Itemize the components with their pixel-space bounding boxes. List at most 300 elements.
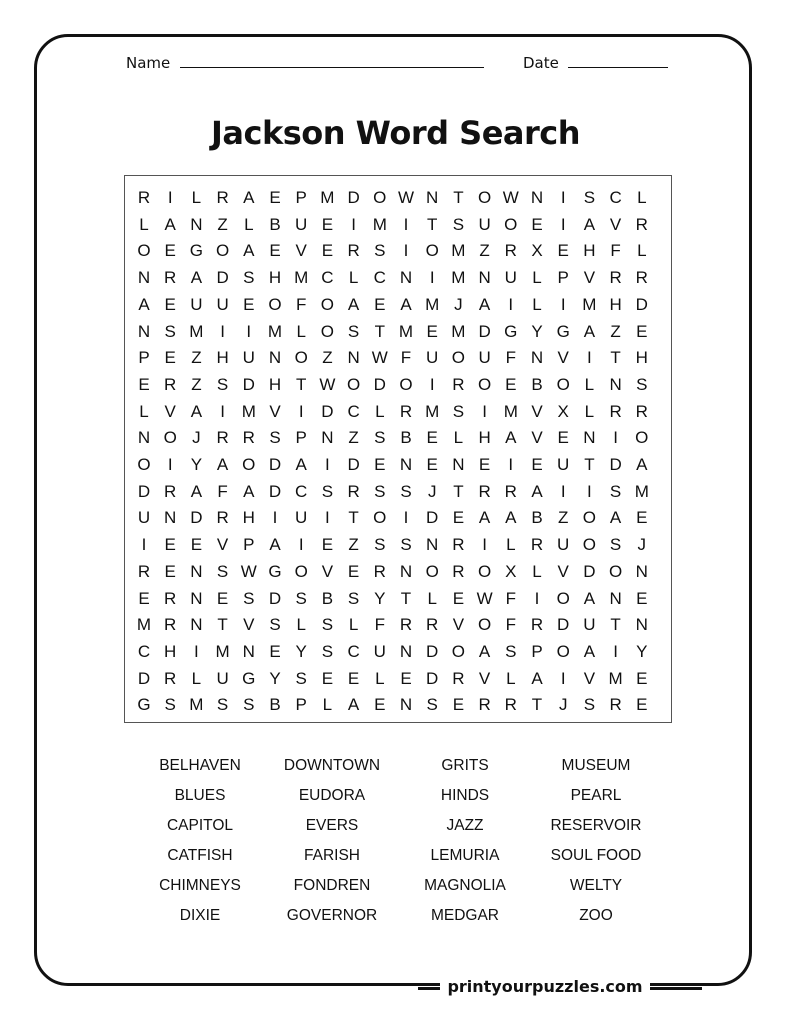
grid-letter[interactable]: P <box>243 535 255 555</box>
grid-letter[interactable]: O <box>608 561 623 581</box>
grid-letter[interactable]: F <box>295 294 307 314</box>
grid-letter[interactable]: T <box>295 374 307 394</box>
grid-letter[interactable]: B <box>400 428 412 448</box>
grid-letter[interactable]: I <box>403 214 409 234</box>
grid-letter[interactable]: M <box>267 321 283 341</box>
grid-letter[interactable]: V <box>557 561 569 581</box>
grid-letter[interactable]: Z <box>610 321 621 341</box>
grid-letter[interactable]: D <box>478 321 491 341</box>
grid-letter[interactable]: I <box>167 188 173 207</box>
grid-letter[interactable]: Y <box>636 641 648 661</box>
grid-letter[interactable]: R <box>347 241 360 261</box>
grid-letter[interactable]: N <box>190 588 203 608</box>
grid-letter[interactable]: J <box>427 481 437 501</box>
grid-letter[interactable]: O <box>137 455 151 474</box>
grid-letter[interactable]: N <box>190 615 203 635</box>
grid-letter[interactable]: H <box>478 428 491 448</box>
grid-letter[interactable]: E <box>374 294 386 314</box>
grid-letter[interactable]: C <box>321 268 334 288</box>
grid-letter[interactable]: D <box>426 668 439 688</box>
grid-letter[interactable]: L <box>532 561 542 581</box>
grid-letter[interactable]: R <box>164 668 177 688</box>
grid-letter[interactable]: O <box>425 561 439 581</box>
grid-letter[interactable]: L <box>637 188 647 207</box>
grid-letter[interactable]: O <box>556 641 570 661</box>
grid-letter[interactable]: T <box>400 588 412 608</box>
grid-letter[interactable]: N <box>137 268 151 288</box>
grid-letter[interactable]: I <box>246 321 252 341</box>
grid-letter[interactable]: W <box>476 588 493 608</box>
grid-letter[interactable]: A <box>478 294 491 314</box>
grid-letter[interactable]: A <box>505 428 517 448</box>
grid-letter[interactable]: S <box>347 321 360 341</box>
grid-letter[interactable]: R <box>216 508 229 528</box>
grid-letter[interactable]: A <box>347 294 360 314</box>
grid-letter[interactable]: D <box>635 294 648 314</box>
grid-letter[interactable]: O <box>582 535 596 555</box>
grid-letter[interactable]: D <box>190 508 203 528</box>
grid-letter[interactable]: N <box>452 455 465 474</box>
grid-letter[interactable]: E <box>557 241 569 261</box>
grid-letter[interactable]: U <box>190 294 203 314</box>
grid-letter[interactable]: L <box>191 188 202 207</box>
grid-letter[interactable]: N <box>399 695 413 715</box>
date-field[interactable] <box>568 67 668 68</box>
grid-letter[interactable]: L <box>375 401 385 421</box>
grid-letter[interactable]: O <box>320 294 334 314</box>
grid-letter[interactable]: I <box>482 401 487 421</box>
grid-letter[interactable]: W <box>371 348 388 368</box>
grid-letter[interactable]: S <box>374 535 386 555</box>
grid-letter[interactable]: H <box>268 374 282 394</box>
grid-letter[interactable]: D <box>268 481 282 501</box>
grid-letter[interactable]: S <box>400 535 412 555</box>
grid-letter[interactable]: U <box>478 214 491 234</box>
grid-letter[interactable]: M <box>582 294 597 314</box>
grid-letter[interactable]: A <box>138 294 150 314</box>
grid-letter[interactable]: P <box>295 695 307 715</box>
grid-letter[interactable]: V <box>243 615 255 635</box>
grid-letter[interactable]: S <box>452 401 465 421</box>
grid-letter[interactable]: P <box>295 428 307 448</box>
grid-letter[interactable]: X <box>531 241 543 261</box>
grid-letter[interactable]: I <box>560 481 566 501</box>
grid-letter[interactable]: J <box>454 294 463 314</box>
grid-letter[interactable]: L <box>637 241 647 261</box>
grid-letter[interactable]: S <box>216 695 229 715</box>
grid-letter[interactable]: T <box>453 481 464 501</box>
grid-letter[interactable]: A <box>583 641 596 661</box>
grid-letter[interactable]: U <box>583 615 596 635</box>
grid-letter[interactable]: M <box>425 401 440 421</box>
grid-letter[interactable]: S <box>269 428 281 448</box>
grid-letter[interactable]: A <box>609 508 622 528</box>
grid-letter[interactable]: M <box>398 321 414 341</box>
grid-letter[interactable]: I <box>560 188 566 207</box>
grid-letter[interactable]: R <box>164 481 177 501</box>
grid-letter[interactable]: G <box>268 561 282 581</box>
grid-letter[interactable]: E <box>321 535 334 555</box>
grid-letter[interactable]: R <box>399 401 413 421</box>
grid-letter[interactable]: I <box>429 268 435 288</box>
grid-letter[interactable]: D <box>268 588 282 608</box>
grid-letter[interactable]: M <box>634 481 649 501</box>
grid-letter[interactable]: L <box>532 294 542 314</box>
grid-letter[interactable]: O <box>346 374 361 394</box>
grid-letter[interactable]: S <box>505 641 517 661</box>
grid-letter[interactable]: F <box>400 348 412 368</box>
grid-letter[interactable]: T <box>453 188 464 207</box>
grid-letter[interactable]: R <box>164 615 177 635</box>
grid-letter[interactable]: D <box>347 455 360 474</box>
grid-letter[interactable]: E <box>321 668 334 688</box>
grid-letter[interactable]: U <box>295 508 308 528</box>
grid-letter[interactable]: I <box>560 214 566 234</box>
grid-letter[interactable]: O <box>215 241 230 261</box>
grid-letter[interactable]: N <box>347 348 360 368</box>
grid-letter[interactable]: E <box>636 321 648 341</box>
grid-letter[interactable]: R <box>452 535 465 555</box>
grid-letter[interactable]: T <box>610 615 621 635</box>
grid-letter[interactable]: R <box>164 588 177 608</box>
grid-letter[interactable]: H <box>635 348 648 368</box>
grid-letter[interactable]: B <box>269 695 281 715</box>
grid-letter[interactable]: N <box>190 214 203 234</box>
grid-letter[interactable]: W <box>502 188 519 207</box>
grid-letter[interactable]: G <box>137 695 151 715</box>
grid-letter[interactable]: L <box>375 668 385 688</box>
grid-letter[interactable]: D <box>609 455 622 474</box>
grid-letter[interactable]: E <box>400 668 412 688</box>
grid-letter[interactable]: O <box>399 374 413 394</box>
grid-letter[interactable]: S <box>269 615 281 635</box>
grid-letter[interactable]: Y <box>190 455 203 474</box>
grid-letter[interactable]: A <box>505 508 517 528</box>
grid-letter[interactable]: N <box>478 268 491 288</box>
grid-letter[interactable]: S <box>164 321 176 341</box>
grid-letter[interactable]: S <box>164 695 176 715</box>
grid-letter[interactable]: B <box>321 588 334 608</box>
grid-letter[interactable]: S <box>243 268 255 288</box>
grid-letter[interactable]: E <box>636 695 648 715</box>
grid-letter[interactable]: F <box>217 481 228 501</box>
grid-letter[interactable]: E <box>426 428 438 448</box>
grid-letter[interactable]: C <box>373 268 386 288</box>
grid-letter[interactable]: I <box>613 428 618 448</box>
grid-letter[interactable]: A <box>164 214 176 234</box>
grid-letter[interactable]: E <box>243 294 255 314</box>
grid-letter[interactable]: S <box>295 588 307 608</box>
grid-letter[interactable]: O <box>556 374 570 394</box>
grid-letter[interactable]: H <box>216 348 229 368</box>
grid-letter[interactable]: E <box>505 374 517 394</box>
grid-letter[interactable]: T <box>531 695 543 715</box>
grid-letter[interactable]: S <box>609 535 622 555</box>
grid-letter[interactable]: X <box>557 401 569 421</box>
grid-letter[interactable]: V <box>478 668 491 688</box>
grid-letter[interactable]: H <box>242 508 255 528</box>
grid-letter[interactable]: P <box>557 268 569 288</box>
grid-letter[interactable]: O <box>294 561 308 581</box>
grid-letter[interactable]: E <box>531 455 543 474</box>
grid-letter[interactable]: Z <box>479 241 490 261</box>
grid-letter[interactable]: E <box>636 508 648 528</box>
grid-letter[interactable]: E <box>347 561 360 581</box>
grid-letter[interactable]: I <box>351 214 356 234</box>
grid-letter[interactable]: R <box>609 695 622 715</box>
grid-letter[interactable]: N <box>399 455 413 474</box>
grid-letter[interactable]: E <box>269 188 281 207</box>
grid-letter[interactable]: I <box>167 455 173 474</box>
grid-letter[interactable]: E <box>531 214 543 234</box>
grid-letter[interactable]: F <box>505 615 516 635</box>
grid-letter[interactable]: N <box>635 615 648 635</box>
grid-letter[interactable]: U <box>504 268 517 288</box>
grid-letter[interactable]: O <box>582 508 596 528</box>
grid-letter[interactable]: V <box>164 401 176 421</box>
grid-letter[interactable]: A <box>400 294 412 314</box>
grid-letter[interactable]: E <box>269 241 281 261</box>
grid-letter[interactable]: D <box>216 268 229 288</box>
grid-letter[interactable]: D <box>426 508 439 528</box>
grid-letter[interactable]: M <box>241 401 256 421</box>
grid-letter[interactable]: A <box>478 641 491 661</box>
grid-letter[interactable]: F <box>505 348 516 368</box>
grid-letter[interactable]: I <box>403 241 409 261</box>
grid-letter[interactable]: L <box>139 214 149 234</box>
grid-letter[interactable]: T <box>584 455 595 474</box>
grid-letter[interactable]: N <box>609 374 622 394</box>
grid-letter[interactable]: N <box>190 561 203 581</box>
grid-letter[interactable]: O <box>294 348 308 368</box>
grid-letter[interactable]: A <box>295 455 307 474</box>
grid-letter[interactable]: I <box>220 401 225 421</box>
grid-letter[interactable]: D <box>426 641 439 661</box>
grid-letter[interactable]: S <box>583 695 596 715</box>
grid-letter[interactable]: E <box>190 535 203 555</box>
grid-letter[interactable]: S <box>426 695 438 715</box>
grid-letter[interactable]: S <box>321 615 334 635</box>
grid-letter[interactable]: E <box>164 348 176 368</box>
grid-letter[interactable]: E <box>452 508 465 528</box>
grid-letter[interactable]: I <box>587 348 592 368</box>
name-field[interactable] <box>180 67 484 68</box>
grid-letter[interactable]: A <box>531 481 543 501</box>
grid-letter[interactable]: M <box>294 268 309 288</box>
grid-letter[interactable]: N <box>635 561 648 581</box>
grid-letter[interactable]: O <box>373 508 387 528</box>
grid-letter[interactable]: C <box>609 188 622 207</box>
grid-letter[interactable]: M <box>189 321 204 341</box>
grid-letter[interactable]: N <box>268 348 282 368</box>
grid-letter[interactable]: E <box>164 561 176 581</box>
grid-letter[interactable]: W <box>319 374 336 394</box>
grid-letter[interactable]: S <box>374 428 386 448</box>
grid-letter[interactable]: M <box>451 321 466 341</box>
grid-letter[interactable]: V <box>295 241 307 261</box>
grid-letter[interactable]: Z <box>322 348 333 368</box>
grid-letter[interactable]: R <box>373 561 386 581</box>
grid-letter[interactable]: O <box>477 374 492 394</box>
grid-letter[interactable]: I <box>508 294 514 314</box>
grid-letter[interactable]: I <box>298 401 304 421</box>
grid-letter[interactable]: S <box>216 374 229 394</box>
grid-letter[interactable]: I <box>325 455 330 474</box>
grid-letter[interactable]: R <box>504 695 517 715</box>
grid-letter[interactable]: E <box>374 455 386 474</box>
grid-letter[interactable]: S <box>321 641 334 661</box>
grid-letter[interactable]: O <box>268 294 282 314</box>
grid-letter[interactable]: I <box>429 374 435 394</box>
grid-letter[interactable]: R <box>164 268 177 288</box>
grid-letter[interactable]: A <box>216 455 229 474</box>
grid-letter[interactable]: Y <box>374 588 386 608</box>
grid-letter[interactable]: Y <box>295 641 307 661</box>
grid-letter[interactable]: S <box>243 588 255 608</box>
grid-letter[interactable]: R <box>216 188 229 207</box>
grid-letter[interactable]: L <box>296 321 306 341</box>
grid-letter[interactable]: H <box>583 241 596 261</box>
grid-letter[interactable]: A <box>636 455 648 474</box>
grid-letter[interactable]: E <box>426 321 438 341</box>
grid-letter[interactable]: H <box>164 641 177 661</box>
grid-letter[interactable]: S <box>609 481 622 501</box>
grid-letter[interactable]: U <box>557 455 570 474</box>
grid-letter[interactable]: A <box>243 481 255 501</box>
grid-letter[interactable]: S <box>400 481 412 501</box>
grid-letter[interactable]: R <box>347 481 360 501</box>
grid-letter[interactable]: C <box>347 401 360 421</box>
grid-letter[interactable]: M <box>425 294 440 314</box>
grid-letter[interactable]: O <box>137 241 151 261</box>
grid-letter[interactable]: D <box>557 615 570 635</box>
grid-letter[interactable]: I <box>272 508 278 528</box>
grid-letter[interactable]: M <box>503 401 518 421</box>
grid-letter[interactable]: L <box>506 535 516 555</box>
grid-letter[interactable]: S <box>295 668 307 688</box>
grid-letter[interactable]: J <box>637 535 647 555</box>
grid-letter[interactable]: U <box>478 348 491 368</box>
grid-letter[interactable]: M <box>320 188 335 207</box>
grid-letter[interactable]: X <box>505 561 517 581</box>
grid-letter[interactable]: F <box>374 615 385 635</box>
grid-letter[interactable]: M <box>189 695 204 715</box>
grid-letter[interactable]: V <box>216 535 229 555</box>
grid-letter[interactable]: W <box>240 561 257 581</box>
grid-letter[interactable]: O <box>451 641 465 661</box>
grid-letter[interactable]: O <box>425 241 439 261</box>
grid-letter[interactable]: E <box>138 588 150 608</box>
grid-letter[interactable]: E <box>426 455 438 474</box>
grid-letter[interactable]: O <box>242 455 256 474</box>
grid-letter[interactable]: H <box>268 268 282 288</box>
grid-letter[interactable]: J <box>192 428 201 448</box>
grid-letter[interactable]: T <box>610 348 621 368</box>
grid-letter[interactable]: D <box>268 455 282 474</box>
grid-letter[interactable]: I <box>403 508 409 528</box>
grid-letter[interactable]: N <box>399 268 413 288</box>
grid-letter[interactable]: R <box>164 374 177 394</box>
grid-letter[interactable]: M <box>451 268 466 288</box>
grid-letter[interactable]: E <box>321 214 334 234</box>
grid-letter[interactable]: A <box>190 481 203 501</box>
grid-letter[interactable]: L <box>584 374 595 394</box>
grid-letter[interactable]: E <box>374 695 386 715</box>
grid-letter[interactable]: D <box>583 561 596 581</box>
grid-letter[interactable]: O <box>504 214 518 234</box>
grid-letter[interactable]: I <box>587 481 592 501</box>
grid-letter[interactable]: B <box>531 374 543 394</box>
grid-letter[interactable]: M <box>215 641 230 661</box>
grid-letter[interactable]: A <box>190 401 203 421</box>
grid-letter[interactable]: I <box>613 641 618 661</box>
grid-letter[interactable]: D <box>347 188 360 207</box>
grid-letter[interactable]: R <box>504 481 517 501</box>
grid-letter[interactable]: F <box>505 588 516 608</box>
grid-letter[interactable]: V <box>557 348 569 368</box>
grid-letter[interactable]: A <box>190 268 203 288</box>
grid-letter[interactable]: I <box>482 535 487 555</box>
grid-letter[interactable]: V <box>269 401 281 421</box>
grid-letter[interactable]: A <box>243 241 255 261</box>
grid-letter[interactable]: A <box>583 321 596 341</box>
grid-letter[interactable]: S <box>583 188 596 207</box>
grid-letter[interactable]: R <box>137 188 151 207</box>
grid-letter[interactable]: U <box>426 348 439 368</box>
grid-letter[interactable]: A <box>347 695 360 715</box>
grid-letter[interactable]: D <box>242 374 255 394</box>
grid-letter[interactable]: N <box>164 508 177 528</box>
grid-letter[interactable]: R <box>242 428 255 448</box>
grid-letter[interactable]: O <box>477 615 492 635</box>
grid-letter[interactable]: L <box>584 401 595 421</box>
grid-letter[interactable]: E <box>216 588 229 608</box>
grid-letter[interactable]: S <box>374 481 386 501</box>
grid-letter[interactable]: Z <box>191 348 202 368</box>
grid-letter[interactable]: C <box>137 641 151 661</box>
grid-letter[interactable]: V <box>609 214 622 234</box>
grid-letter[interactable]: E <box>321 241 334 261</box>
grid-letter[interactable]: I <box>325 508 330 528</box>
grid-letter[interactable]: S <box>243 695 255 715</box>
grid-letter[interactable]: O <box>477 188 492 207</box>
grid-letter[interactable]: N <box>426 535 439 555</box>
grid-letter[interactable]: R <box>478 695 491 715</box>
grid-letter[interactable]: O <box>373 188 387 207</box>
grid-letter[interactable]: U <box>137 508 151 528</box>
grid-letter[interactable]: R <box>609 401 622 421</box>
grid-letter[interactable]: T <box>348 508 359 528</box>
grid-letter[interactable]: I <box>141 535 147 555</box>
grid-letter[interactable]: O <box>556 588 570 608</box>
grid-letter[interactable]: S <box>636 374 648 394</box>
grid-letter[interactable]: L <box>506 668 516 688</box>
grid-letter[interactable]: M <box>136 615 152 635</box>
grid-letter[interactable]: A <box>478 508 491 528</box>
grid-letter[interactable]: U <box>216 668 229 688</box>
grid-letter[interactable]: N <box>321 428 334 448</box>
grid-letter[interactable]: U <box>295 214 308 234</box>
grid-letter[interactable]: A <box>531 668 543 688</box>
grid-letter[interactable]: R <box>216 428 229 448</box>
grid-letter[interactable]: N <box>399 641 413 661</box>
grid-letter[interactable]: E <box>164 294 176 314</box>
grid-letter[interactable]: N <box>137 321 151 341</box>
grid-letter[interactable]: U <box>216 294 229 314</box>
grid-letter[interactable]: R <box>478 481 491 501</box>
grid-letter[interactable]: V <box>531 401 543 421</box>
grid-letter[interactable]: R <box>452 374 465 394</box>
